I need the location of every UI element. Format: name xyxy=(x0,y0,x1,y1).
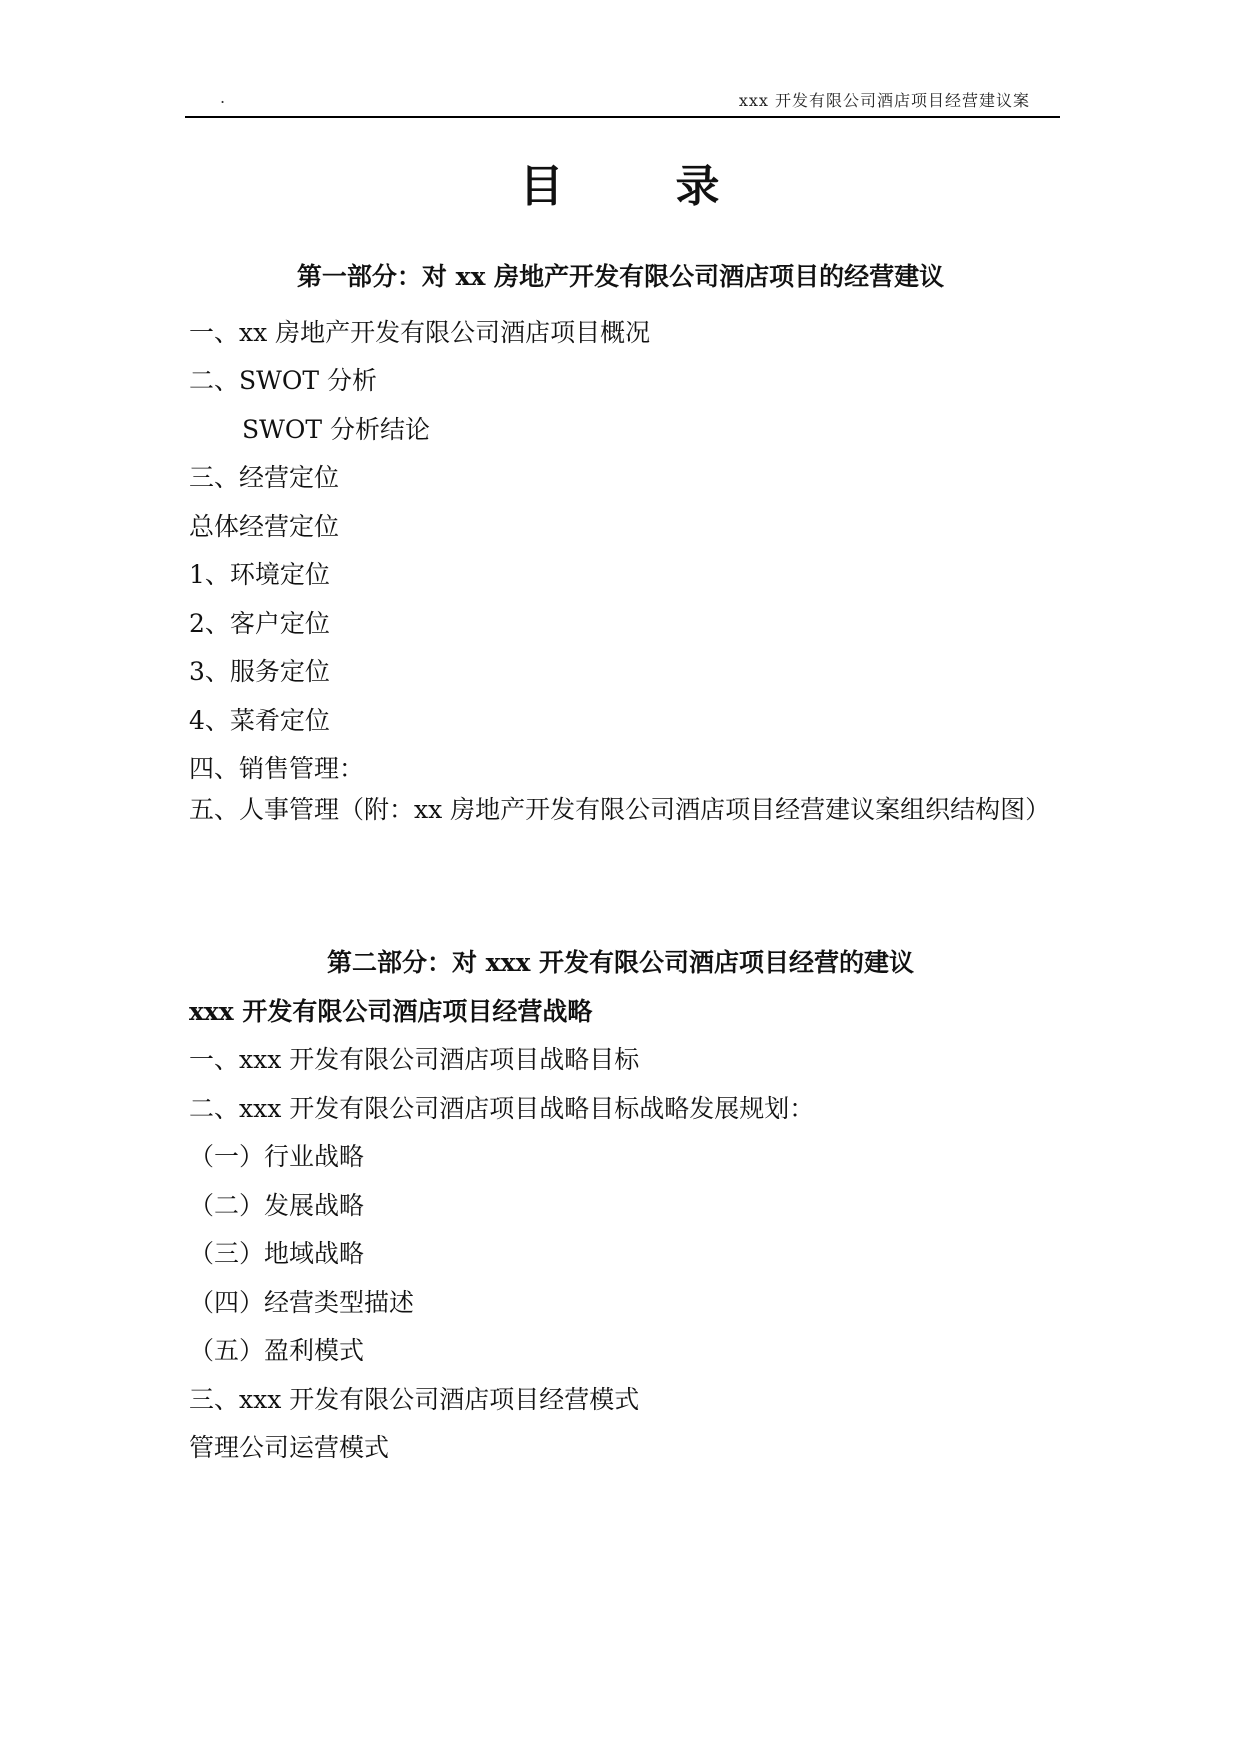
toc-entry: （二）发展战略 xyxy=(189,1191,365,1220)
toc-entry: （五）盈利模式 xyxy=(189,1336,365,1365)
header-title: xxx 开发有限公司酒店项目经营建议案 xyxy=(738,91,1030,110)
toc-entry: 一、xxx 开发有限公司酒店项目战略目标 xyxy=(189,1045,640,1074)
part-one-heading: 第一部分：对 xx 房地产开发有限公司酒店项目的经营建议 xyxy=(296,262,945,291)
toc-entry: 1、环境定位 xyxy=(189,560,330,589)
toc-entry: 五、人事管理（附：xx 房地产开发有限公司酒店项目经营建议案组织结构图） xyxy=(189,795,1051,824)
toc-title-char-2: 录 xyxy=(675,161,722,212)
toc-title xyxy=(0,150,1241,214)
toc-entry: 二、xxx 开发有限公司酒店项目战略目标战略发展规划： xyxy=(189,1094,815,1123)
toc-entry: 二、SWOT 分析 xyxy=(189,366,377,395)
toc-entry: 三、经营定位 xyxy=(189,463,340,492)
toc-title-char-1: 目 xyxy=(519,161,566,212)
toc-entry: 4、菜肴定位 xyxy=(189,706,330,735)
toc-entry: 2、客户定位 xyxy=(189,609,330,638)
part-two-heading: 第二部分：对 xxx 开发有限公司酒店项目经营的建议 xyxy=(326,948,915,977)
toc-entry: 一、xx 房地产开发有限公司酒店项目概况 xyxy=(189,318,651,347)
toc-entry: （一）行业战略 xyxy=(189,1142,365,1171)
part-two-subheading: xxx 开发有限公司酒店项目经营战略 xyxy=(189,997,593,1026)
page-header xyxy=(185,86,1060,118)
toc-entry: （四）经营类型描述 xyxy=(189,1288,415,1317)
toc-entry: 四、销售管理： xyxy=(189,754,365,783)
header-mark: . xyxy=(220,88,226,107)
toc-entry: 3、服务定位 xyxy=(189,657,330,686)
toc-entry: 总体经营定位 xyxy=(189,512,340,541)
toc-entry: 管理公司运营模式 xyxy=(189,1433,390,1462)
toc-entry: （三）地域战略 xyxy=(189,1239,365,1268)
toc-entry: 三、xxx 开发有限公司酒店项目经营模式 xyxy=(189,1385,640,1414)
toc-entry: SWOT 分析结论 xyxy=(242,415,430,444)
